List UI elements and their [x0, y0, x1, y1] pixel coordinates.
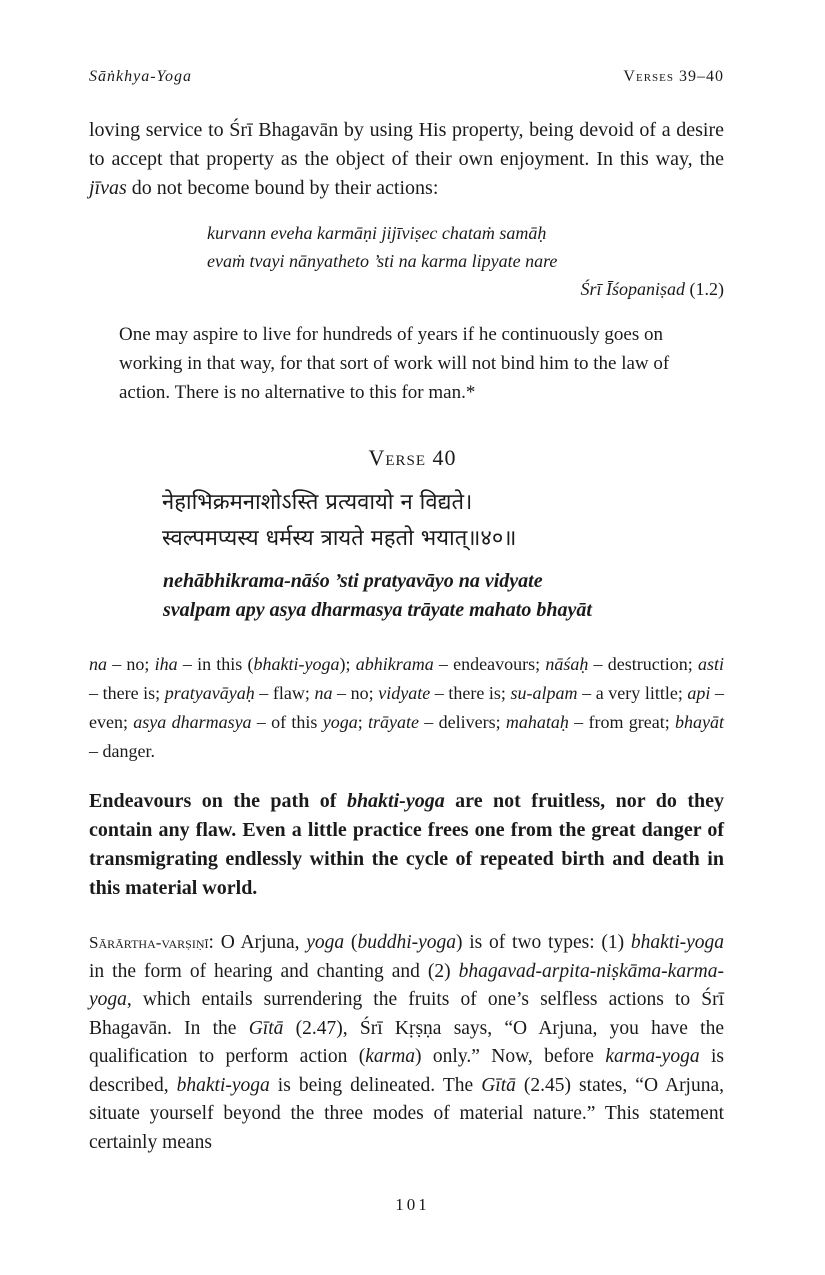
- source-title: Śrī Īśopaniṣad: [580, 279, 685, 299]
- text-run: – delivers;: [419, 712, 506, 732]
- text-run: – no;: [107, 654, 155, 674]
- roman-transliteration: [163, 567, 763, 625]
- text-run: Gītā: [481, 1074, 516, 1096]
- text-run: – from great;: [568, 712, 675, 732]
- text-run: karma-yoga: [605, 1046, 700, 1067]
- sloka-translation-quote: One may aspire to live for hundreds of years if he continuously goes on working in that way, for that sort of work will not bind him to the law of action. There is no alternative to this for man.*: [119, 324, 670, 403]
- text-run: pratyavāyaḥ: [164, 683, 255, 703]
- text-run: );: [339, 654, 356, 674]
- text-run: vidyate: [378, 683, 431, 703]
- text-run: – destruction;: [588, 654, 698, 674]
- text-run: – even;: [89, 683, 725, 732]
- sloka-source: [207, 275, 724, 303]
- text-run: asya dharmasya: [133, 712, 252, 732]
- text-run: yoga: [306, 932, 345, 953]
- text-run: api: [687, 683, 711, 703]
- text-run: – in this (: [177, 654, 254, 674]
- text-run: yoga: [322, 712, 358, 732]
- text-run: asti: [697, 654, 724, 674]
- text-run: iha: [154, 654, 178, 674]
- commentary-label: Sārārtha-varṣiṇī: [89, 933, 209, 952]
- text-run: ) is of two types: (1): [456, 932, 631, 953]
- commentary-paragraph: [89, 929, 724, 1157]
- devanagari-verse: [162, 485, 662, 557]
- text-run: – a very little;: [577, 683, 688, 703]
- text-run: – no;: [332, 683, 379, 703]
- text-run: (: [344, 932, 358, 953]
- roman-line-1: nehābhikrama-nāśo ’sti pratyavāyo na vidyate: [163, 570, 543, 592]
- page-number: 101: [395, 1195, 430, 1214]
- text-run: na: [89, 654, 107, 674]
- text-run: bhakti-yoga: [346, 790, 445, 812]
- devanagari-line-2: स्वल्पमप्यस्य धर्मस्य त्रायते महतो भयात्॥४०॥: [162, 526, 517, 551]
- text-run: : O Arjuna,: [208, 932, 307, 953]
- text-run: abhikrama: [355, 654, 434, 674]
- intro-paragraph: [89, 116, 724, 203]
- roman-line-2: svalpam apy asya dharmasya trāyate mahato bhayāt: [163, 599, 592, 621]
- text-run: – there is;: [89, 683, 165, 703]
- text-run: (2.45) states, “O Arjuna, situate yourself beyond the three modes of material nature.” This statement certainly means: [89, 1074, 725, 1153]
- text-run: loving service to Śrī Bhagavān by using His property, being devoid of a desire to accept that property as the object of their own enjoyment. In this way, the: [89, 119, 724, 170]
- text-run: is being delineated. The: [269, 1074, 482, 1096]
- text-run: – of this: [251, 712, 323, 732]
- text-run: – endeavours;: [433, 654, 546, 674]
- translation-paragraph: [89, 787, 724, 903]
- sloka-line-1: kurvann eveha karmāṇi jijīviṣec chataṁ samāḥ: [207, 223, 547, 243]
- text-run: in the form of hearing and chanting and (2): [89, 960, 459, 982]
- sloka-line-2: evaṁ tvayi nānyatheto ’sti na karma lipyate nare: [207, 251, 558, 271]
- text-run: – danger.: [89, 741, 155, 761]
- text-run: bhakti-yoga: [176, 1074, 270, 1096]
- source-ref: (1.2): [685, 279, 724, 299]
- running-header: [89, 68, 724, 92]
- text-run: ;: [357, 712, 369, 732]
- text-run: bhakti-yoga: [253, 654, 340, 674]
- text-run: trāyate: [368, 712, 420, 732]
- text-run: , which entails surrendering the fruits of one’s selfless actions to Śrī Bhagavān. In the: [89, 989, 724, 1039]
- verse-heading: Verse 40: [368, 445, 457, 470]
- text-run: buddhi-yoga: [357, 932, 457, 953]
- text-run: nāśaḥ: [545, 654, 589, 674]
- chapter-title: Sāṅkhya-Yoga: [89, 68, 192, 85]
- text-run: – flaw;: [254, 683, 315, 703]
- text-run: Endeavours on the path of: [89, 790, 347, 812]
- text-run: jīvas: [89, 177, 127, 199]
- text-run: – there is;: [430, 683, 511, 703]
- text-run: na: [314, 683, 333, 703]
- text-run: ) only.” Now, before: [415, 1046, 606, 1067]
- text-run: karma: [365, 1046, 416, 1067]
- text-run: is described,: [89, 1046, 724, 1096]
- verse-range: Verses 39–40: [623, 68, 724, 85]
- text-run: mahataḥ: [505, 712, 569, 732]
- text-run: (2.47), Śrī Kṛṣṇa says, “O Arjuna, you have the qualification to perform action (: [89, 1017, 724, 1067]
- text-run: do not become bound by their actions:: [126, 177, 439, 199]
- devanagari-line-1: नेहाभिक्रमनाशोऽस्ति प्रत्यवायो न विद्यते।: [162, 490, 473, 515]
- text-run: bhagavad-arpita-niṣkāma-karma-yoga: [89, 960, 724, 1010]
- text-run: are not fruitless, nor do they contain any flaw. Even a little practice frees one from the great danger of transmigrating endlessly within the cycle of repeated birth and death in this material world.: [89, 790, 724, 899]
- text-run: Gītā: [248, 1017, 284, 1039]
- text-run: bhayāt: [675, 712, 724, 732]
- text-run: su-alpam: [510, 683, 578, 703]
- synonyms-paragraph: [89, 650, 724, 766]
- text-run: bhakti-yoga: [630, 932, 725, 953]
- isopanisad-sloka: [207, 219, 724, 303]
